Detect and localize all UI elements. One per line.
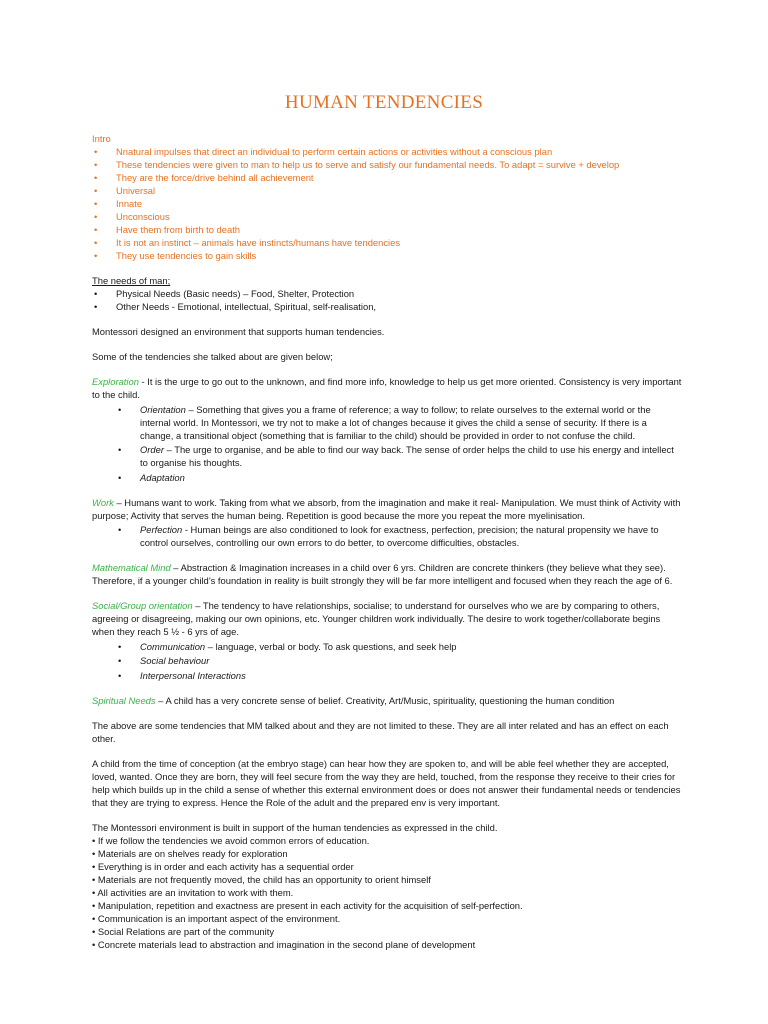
list-item: • Nnatural impulses that direct an individual to perform certain actions or activities without a conscious plan xyxy=(92,145,682,158)
list-item xyxy=(116,471,682,484)
spiritual-paragraph xyxy=(92,694,682,707)
order-text: – The urge to organise, and be able to find our way back. The sense of order helps the child to use his energy and intellect to organise his thoughts. xyxy=(140,444,674,468)
list-item: • Universal xyxy=(92,184,682,197)
exploration-sublist xyxy=(92,403,682,484)
needs-heading: The needs of man; xyxy=(92,275,171,286)
term-social: Social/Group orientation xyxy=(92,600,193,611)
needs-list xyxy=(92,287,682,313)
list-item: • Manipulation, repetition and exactness are present in each activity for the acquisition of self-perfection. xyxy=(92,899,523,911)
document-body xyxy=(92,132,682,951)
social-sublist xyxy=(92,640,682,682)
term-spiritual: Spiritual Needs xyxy=(92,694,156,706)
orientation-text: – Something that gives you a frame of reference; a way to follow; to relate ourselves to the external world or the internal world. In Montessori, we try not to make a lot of changes because it gives the child a sense of security. If there is a change, a transitional object (something that is familiar to the child) should be provided in order to not confuse the child. xyxy=(140,403,651,441)
montessori-env-text: Montessori designed an environment that supports human tendencies. xyxy=(92,326,385,337)
list-item xyxy=(116,443,682,469)
some-tendencies-text: Some of the tendencies she talked about are given below; xyxy=(92,351,333,362)
intro-heading: Intro xyxy=(92,133,111,144)
math-text: – Abstraction & Imagination increases in a child over 6 yrs. Children are concrete thinkers (they believe what they see). Therefore, if a younger child’s foundation in reality is built strongly they will be far more intelligent and focused when they reach the age of 6. xyxy=(92,562,673,586)
term-communication: Communication xyxy=(140,640,206,652)
list-item xyxy=(116,654,682,667)
list-item: • Materials are not frequently moved, the child has an opportunity to orient himself xyxy=(92,873,431,885)
list-item: • Physical Needs (Basic needs) – Food, Shelter, Protection xyxy=(92,287,682,300)
term-adaptation: Adaptation xyxy=(140,471,185,483)
term-perfection: Perfection xyxy=(140,524,183,535)
above-paragraph: The above are some tendencies that MM talked about and they are not limited to these. They are all inter related and has an effect on each other. xyxy=(92,719,669,744)
conception-paragraph: A child from the time of conception (at the embryo stage) can hear how they are spoken to, and will be able feel whether they are accepted, loved, wanted. Once they are born, they will feel secure from the way they are held, touched, from the response they receive to their cries for help which builds up in the child a sense of whether this external environment does or does not answer their fundamental needs or tendencies that they are trying to express. Hence the Role of the adult and the prepared env is very important. xyxy=(92,757,681,808)
term-work: Work xyxy=(92,496,114,508)
list-item: • Concrete materials lead to abstraction and imagination in the second plane of development xyxy=(92,938,476,950)
exploration-paragraph xyxy=(92,375,682,401)
communication-text: – language, verbal or body. To ask questions, and seek help xyxy=(205,640,457,652)
list-item: • All activities are an invitation to work with them. xyxy=(92,886,294,898)
environment-list xyxy=(92,834,682,951)
term-order: Order xyxy=(140,444,164,455)
list-item: • Innate xyxy=(92,197,682,210)
list-item xyxy=(116,523,682,549)
social-paragraph xyxy=(92,599,682,638)
term-mathematical-mind: Mathematical Mind xyxy=(92,562,171,573)
term-interpersonal: Interpersonal Interactions xyxy=(140,669,246,681)
list-item xyxy=(116,640,682,653)
spiritual-text: – A child has a very concrete sense of belief. Creativity, Art/Music, spirituality, questioning the human condition xyxy=(155,694,615,706)
list-item: • These tendencies were given to man to help us to serve and satisfy our fundamental needs. To adapt = survive + develop xyxy=(92,158,682,171)
page-title: HUMAN TENDENCIES xyxy=(284,92,484,113)
list-item xyxy=(116,669,682,682)
list-item: • If we follow the tendencies we avoid common errors of education. xyxy=(92,834,370,846)
term-exploration: Exploration xyxy=(92,376,139,387)
exploration-text: - It is the urge to go out to the unknown, and find more info, knowledge to help us get more oriented. Consistency is very important to the child. xyxy=(92,376,682,400)
list-item: • Communication is an important aspect of the environment. xyxy=(92,912,341,924)
list-item: • Have them from birth to death xyxy=(92,223,682,236)
list-item: • Everything is in order and each activity has a sequential order xyxy=(92,860,354,872)
list-item: • Other Needs - Emotional, intellectual, Spiritual, self-realisation, xyxy=(92,300,682,313)
list-item: • They use tendencies to gain skills xyxy=(92,249,682,262)
list-item: • They are the force/drive behind all achievement xyxy=(92,171,682,184)
environment-heading: The Montessori environment is built in support of the human tendencies as expressed in the child. xyxy=(92,821,498,833)
term-orientation: Orientation xyxy=(140,403,186,415)
work-sublist xyxy=(92,523,682,549)
math-paragraph xyxy=(92,561,682,587)
list-item: • Materials are on shelves ready for exploration xyxy=(92,847,288,859)
list-item: • It is not an instinct – animals have instincts/humans have tendencies xyxy=(92,236,682,249)
social-text: – The tendency to have relationships, socialise; to understand for ourselves who we are by comparing to others, agreeing or disagreeing, making our own opinions, etc. Younger children work individually. The desire to work together/collaborate begins when they reach 5 ½ - 6 yrs of age. xyxy=(92,600,661,637)
work-text: – Humans want to work. Taking from what we absorb, from the imagination and make it real- Manipulation. We must think of Activity with purpose; Activity that serves the human being. Repetition is good because the more you repeat the more myelinisation. xyxy=(92,496,681,521)
perfection-text: - Human beings are also conditioned to look for exactness, perfection, precision; the natural propensity we have to control ourselves, controlling our own errors to do better, to overcome difficulties, obstacles. xyxy=(140,524,659,548)
intro-list xyxy=(92,145,682,262)
list-item xyxy=(116,403,682,442)
work-paragraph xyxy=(92,496,682,522)
list-item: • Social Relations are part of the community xyxy=(92,925,275,937)
term-social-behaviour: Social behaviour xyxy=(140,655,210,666)
list-item: • Unconscious xyxy=(92,210,682,223)
